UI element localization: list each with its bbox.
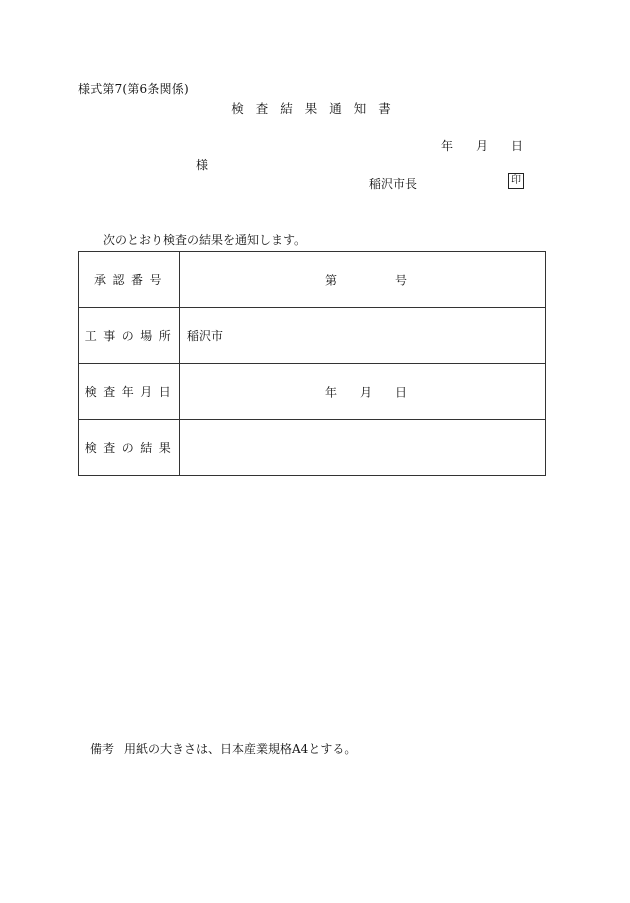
work-location-label: 工事の場所 — [79, 308, 180, 364]
issuer-name: 稲沢市長 — [369, 177, 418, 191]
date-day-label: 日 — [511, 139, 524, 153]
intro-text: 次のとおり検査の結果を通知します。 — [103, 233, 307, 247]
table-row — [79, 252, 546, 308]
document-title: 検査結果通知書 — [231, 101, 403, 116]
date-year-label: 年 — [441, 139, 454, 153]
work-location-value: 稲沢市 — [180, 308, 546, 364]
note-label: 備考 — [90, 742, 115, 756]
inspection-result-table — [78, 251, 546, 476]
date-month-label: 月 — [476, 139, 489, 153]
seal-mark: 印 — [508, 173, 524, 189]
form-number: 様式第7(第6条関係) — [78, 82, 189, 96]
table-row — [79, 364, 546, 420]
approval-number-prefix: 第 — [325, 273, 338, 287]
addressee-suffix: 様 — [196, 158, 209, 172]
note — [90, 740, 356, 757]
inspection-date-month: 月 — [360, 385, 373, 399]
inspection-date-label: 検査年月日 — [79, 364, 180, 420]
inspection-date-day: 日 — [395, 385, 408, 399]
inspection-result-value — [180, 420, 546, 476]
table-row — [79, 420, 546, 476]
inspection-date-value — [180, 364, 546, 420]
approval-number-suffix: 号 — [395, 273, 408, 287]
inspection-result-label: 検査の結果 — [79, 420, 180, 476]
approval-number-label: 承認番号 — [79, 252, 180, 308]
approval-number-value — [180, 252, 546, 308]
table-row — [79, 308, 546, 364]
note-text: 用紙の大きさは、日本産業規格A4とする。 — [124, 742, 357, 756]
inspection-date-year: 年 — [325, 385, 338, 399]
